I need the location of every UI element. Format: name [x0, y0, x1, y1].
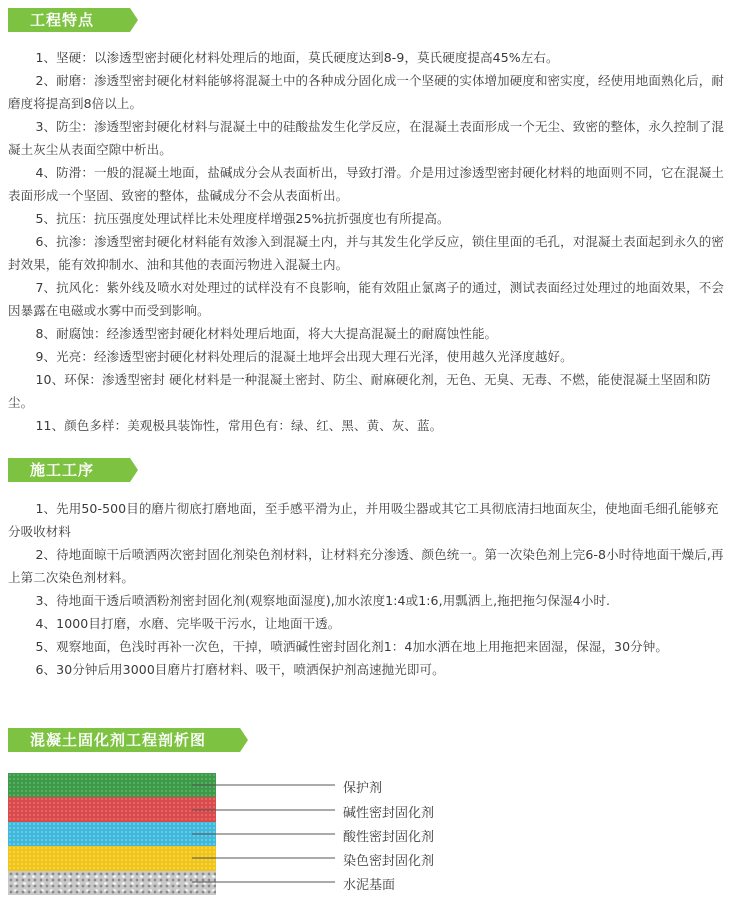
process-item: 5、观察地面，色浅时再补一次色，干掉，喷洒碱性密封固化剂1：4加水洒在地上用拖把来固湿，保湿，30分钟。	[35, 639, 668, 654]
diagram-title: 混凝土固化剂工程剖析图	[30, 731, 207, 749]
diagram-heading	[8, 728, 240, 752]
features-list	[8, 46, 728, 437]
feature-item: 8、耐腐蚀：经渗透型密封硬化材料处理后地面，将大大提高混凝土的耐腐蚀性能。	[35, 326, 498, 341]
process-item: 3、待地面干透后喷洒粉剂密封固化剂(观察地面湿度),加水浓度1:4或1:6,用瓢洒上,拖把拖匀保湿4小时.	[35, 593, 611, 608]
process-item: 6、30分钟后用3000目磨片打磨材料、吸干，喷洒保护剂高速抛光即可。	[35, 662, 445, 677]
feature-item: 11、颜色多样：美观极具装饰性，常用色有：绿、红、黑、黄、灰、蓝。	[35, 418, 443, 433]
feature-item: 10、环保：渗透型密封 硬化材料是一种混凝土密封、防尘、耐麻硬化剂，无色、无臭、无毒、不燃，能使混凝土坚固和防尘。	[8, 372, 711, 410]
feature-item: 1、坚硬：以渗透型密封硬化材料处理后的地面，莫氏硬度达到8-9，莫氏硬度提高45%左右。	[35, 50, 559, 65]
feature-item: 3、防尘：渗透型密封硬化材料与混凝土中的硅酸盐发生化学反应，在混凝土表面形成一个无尘、致密的整体，永久控制了混凝土灰尘从表面空隙中析出。	[8, 119, 724, 157]
process-item: 2、待地面晾干后喷洒两次密封固化剂染色剂材料，让材料充分渗透、颜色统一。第一次染色剂上完6-8小时待地面干燥后,再上第二次染色剂材料。	[8, 547, 724, 585]
layer-dye	[8, 846, 216, 870]
layer-cement	[8, 871, 216, 895]
layer-label: 水泥基面	[343, 878, 396, 893]
layer-stack	[8, 773, 216, 895]
feature-item: 6、抗渗：渗透型密封硬化材料能有效渗入到混凝土内，并与其发生化学反应，锁住里面的毛孔，对混凝土表面起到永久的密封效果，能有效抑制水、油和其他的表面污物进入混凝土内。	[8, 234, 724, 272]
feature-item: 2、耐磨：渗透型密封硬化材料能够将混凝土中的各种成分固化成一个坚硬的实体增加硬度和密实度，经使用地面熟化后，耐磨度将提高到8倍以上。	[8, 73, 724, 111]
layer-label: 保护剂	[343, 781, 383, 796]
layer-label: 碱性密封固化剂	[343, 806, 435, 821]
layer-protective	[8, 773, 216, 797]
process-title: 施工工序	[30, 461, 95, 479]
feature-item: 7、抗风化：紫外线及喷水对处理过的试样没有不良影响，能有效阻止氯离子的通过，测试表面经过处理过的地面效果，不会因暴露在电磁或水雾中而受到影响。	[8, 280, 724, 318]
process-list	[8, 497, 728, 681]
feature-item: 9、光亮：经渗透型密封硬化材料处理后的混凝土地坪会出现大理石光泽，使用越久光泽度越好。	[35, 349, 573, 364]
process-item: 4、1000目打磨，水磨、完毕吸干污水，让地面干透。	[35, 616, 341, 631]
layer-alkaline	[8, 797, 216, 821]
layer-label: 酸性密封固化剂	[343, 830, 435, 845]
feature-item: 4、防滑：一般的混凝土地面，盐碱成分会从表面析出，导致打滑。介是用过渗透型密封硬化材料的地面则不同，它在混凝土表面形成一个坚固、致密的整体，盐碱成分不会从表面析出。	[8, 165, 724, 203]
process-item: 1、先用50-500目的磨片彻底打磨地面，至手感平滑为止，并用吸尘器或其它工具彻底清扫地面灰尘，使地面毛细孔能够充分吸收材料	[8, 501, 719, 539]
layer-label: 染色密封固化剂	[343, 854, 435, 869]
layer-acidic	[8, 822, 216, 846]
feature-item: 5、抗压：抗压强度处理试样比未处理度样增强25%抗折强度也有所提高。	[35, 211, 450, 226]
features-heading	[8, 8, 130, 32]
process-heading	[8, 458, 130, 482]
features-title: 工程特点	[30, 11, 95, 29]
